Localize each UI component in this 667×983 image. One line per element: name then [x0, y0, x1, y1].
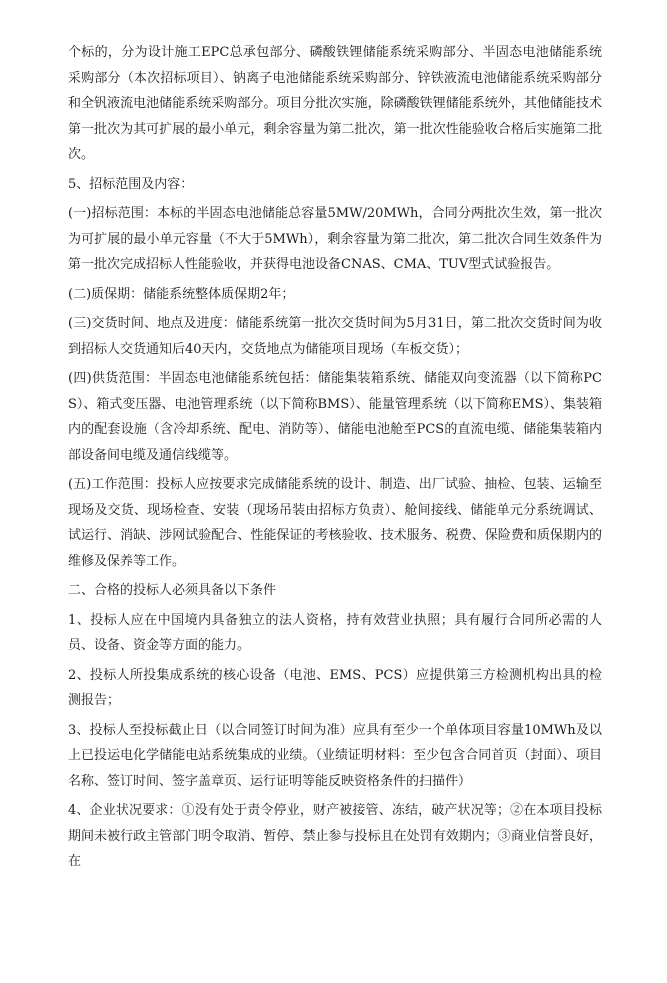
- paragraph-bid-range: (一)招标范围：本标的半固态电池储能总容量5MW/20MWh，合同分两批次生效，第一批次为可扩展的最小单元容量（不大于5MWh），剩余容量为第二批次，第二批次合同生效条件为第一批次完成招标人性能验收，并获得电池设备CNAS、CMA、TUV型式试验报告。: [68, 206, 602, 272]
- heading-bidder-requirements: 二、合格的投标人必须具备以下条件: [68, 583, 277, 598]
- paragraph-warranty: (二)质保期：储能系统整体质保期2年；: [68, 286, 295, 302]
- paragraph-delivery: (三)交货时间、地点及进度：储能系统第一批次交货时间为5月31日，第二批次交货时间为收到招标人交货通知后40天内，交货地点为储能项目现场（车板交货）；: [68, 316, 602, 357]
- paragraph-requirement-4: 4、企业状况要求：①没有处于责令停业，财产被接管、冻结，破产状况等；②在本项目投标期间未被行政主管部门明令取消、暂停、禁止参与投标且在处罚有效期内；③商业信誉良好，在: [68, 803, 602, 869]
- paragraph-project-scope: 个标的，分为设计施工EPC总承包部分、磷酸铁锂储能系统采购部分、半固态电池储能系统采购部分（本次招标项目）、钠离子电池储能系统采购部分、锌铁液流电池储能系统采购部分和全钒液流电池储能系统采购部分。项目分批次实施，除磷酸铁锂储能系统外，其他储能技术第一批次为其可扩展的最小单元，剩余容量为第二批次，第一批次性能验收合格后实施第二批次。: [68, 45, 602, 162]
- paragraph-requirement-2: 2、投标人所投集成系统的核心设备（电池、EMS、PCS）应提供第三方检测机构出具的检测报告；: [68, 667, 602, 708]
- paragraph-work-scope: (五)工作范围：投标人应按要求完成储能系统的设计、制造、出厂试验、抽检、包装、运输至现场及交货、现场检查、安装（现场吊装由招标方负责）、舱间接线、储能单元分系统调试、试运行、消缺、涉网试验配合、性能保证的考核验收、技术服务、税费、保险费和质保期内的维修及保养等工作。: [68, 477, 602, 569]
- paragraph-supply-scope: (四)供货范围：半固态电池储能系统包括：储能集装箱系统、储能双向变流器（以下简称PCS）、箱式变压器、电池管理系统（以下简称BMS）、能量管理系统（以下简称EMS）、集装箱内的配套设施（含冷却系统、配电、消防等）、储能电池舱至PCS的直流电缆、储能集装箱内部设备间电缆及通信线缆等。: [68, 371, 602, 463]
- paragraph-requirement-1: 1、投标人应在中国境内具备独立的法人资格，持有效营业执照；具有履行合同所必需的人员、设备、资金等方面的能力。: [68, 612, 602, 653]
- document-page: [68, 40, 602, 875]
- heading-bid-scope: 5、招标范围及内容：: [68, 176, 194, 192]
- paragraph-requirement-3: 3、投标人至投标截止日（以合同签订时间为准）应具有至少一个单体项目容量10MWh及以上已投运电化学储能电站系统集成的业绩。（业绩证明材料：至少包含合同首页（封面）、项目名称、签订时间、签字盖章页、运行证明等能反映资格条件的扫描件）: [68, 722, 602, 789]
